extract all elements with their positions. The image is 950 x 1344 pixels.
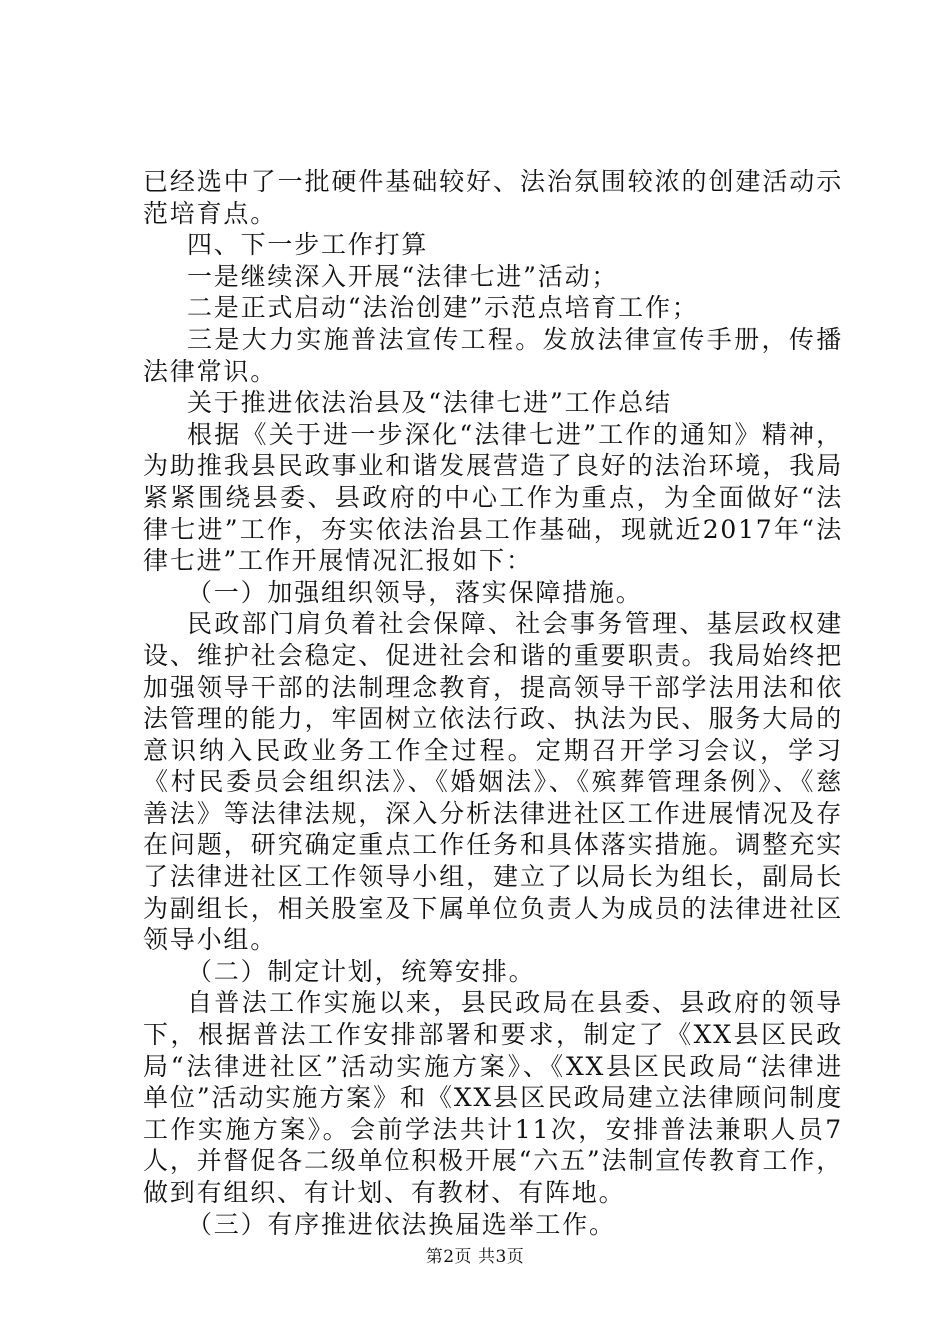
paragraph-organization: 民政部门肩负着社会保障、社会事务管理、基层政权建设、维护社会稳定、促进社会和谐的重要职责。我局始终把加强领导干部的法制理念教育，提高领导干部学法用法和依法管理的能力，牢固树立依法行政、执法为民、服务大局的意识纳入民政业务工作全过程。定期召开学习会议，学习《村民委员会组织法》、《婚姻法》、《殡葬管理条例》、《慈善法》等法律法规，深入分析法律进社区工作进展情况及存在问题，研究确定重点工作任务和具体落实措施。调整充实了法律进社区工作领导小组，建立了以局长为组长，副局长为副组长，相关股室及下属单位负责人为成员的法律进社区领导小组。 [143,609,843,955]
paragraph-planning: 自普法工作实施以来，县民政局在县委、县政府的领导下，根据普法工作安排部署和要求，制定了《XX县区民政局“法律进社区”活动实施方案》、《XX县区民政局“法律进单位”活动实施方案》和《XX县区民政局建立法律顾问制度工作实施方案》。会前学法共计11次，安排普法兼职人员7人，并督促各二级单位积极开展“六五”法制宣传教育工作，做到有组织、有计划、有教材、有阵地。 [143,988,843,1207]
subheading-2: （二）制定计划，统筹安排。 [187,956,536,986]
subheading-1: （一）加强组织领导，落实保障措施。 [187,577,643,607]
page-number-footer: 第2页 共3页 [425,1247,525,1267]
section-heading-next-steps: 四、下一步工作打算 [187,230,429,260]
document-title: 关于推进依法治县及“法律七进”工作总结 [187,388,672,418]
document-body [143,166,843,1240]
subheading-3: （三）有序推进依法换届选举工作。 [187,1209,616,1239]
paragraph-continuation: 已经选中了一批硬件基础较好、法治氛围较浓的创建活动示范培育点。 [143,167,843,228]
paragraph-intro: 根据《关于进一步深化“法律七进”工作的通知》精神，为助推我县民政事业和谐发展营造了良好的法治环境，我局紧紧围绕县委、县政府的中心工作为重点，为全面做好“法律七进”工作，夯实依法治县工作基础，现就近2017年“法律七进”工作开展情况汇报如下： [143,419,843,576]
plan-item-3: 三是大力实施普法宣传工程。发放法律宣传手册，传播法律常识。 [143,324,843,386]
plan-item-1: 一是继续深入开展“法律七进”活动； [187,261,619,291]
plan-item-2: 二是正式启动“法治创建”示范点培育工作； [187,293,699,323]
